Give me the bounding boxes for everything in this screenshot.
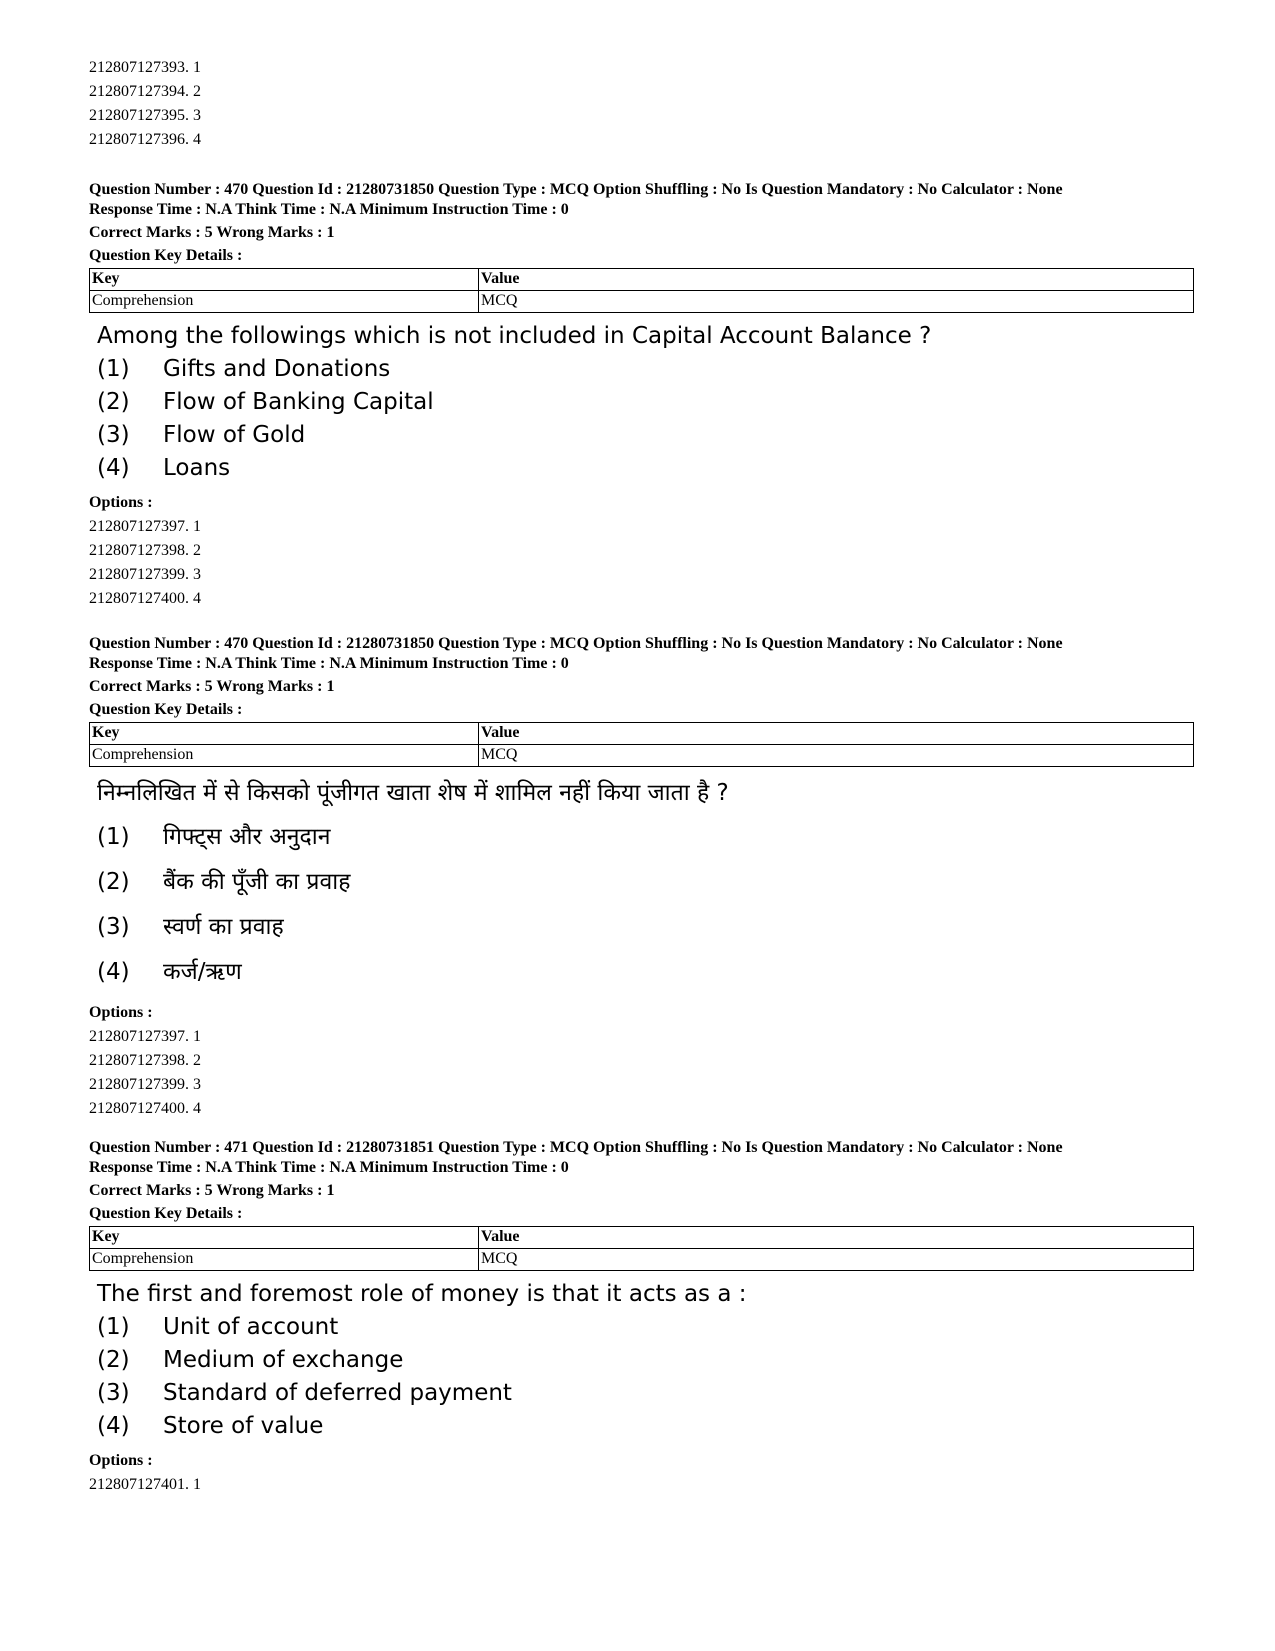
answer-choice (97, 1344, 1194, 1377)
answer-choice (97, 860, 1194, 905)
answer-choice (97, 1410, 1194, 1443)
question-timing: Response Time : N.A Think Time : N.A Minimum Instruction Time : 0 (89, 201, 569, 218)
question-timing: Response Time : N.A Think Time : N.A Minimum Instruction Time : 0 (89, 655, 569, 672)
question-marks: Correct Marks : 5 Wrong Marks : 1 (89, 224, 335, 241)
answer-choice (97, 386, 1194, 419)
table-header-value: Value (479, 723, 1194, 745)
table-header-value: Value (479, 1227, 1194, 1249)
option-id-line: 212807127398. 2 (89, 1052, 201, 1069)
table-cell-value: MCQ (479, 291, 1194, 313)
table-header-value: Value (479, 269, 1194, 291)
option-id-line: 212807127395. 3 (89, 107, 201, 124)
question-key-details-label: Question Key Details : (89, 701, 243, 718)
options-label: Options : (89, 1004, 153, 1021)
table-cell-key: Comprehension (90, 745, 479, 767)
table-header-key: Key (90, 269, 479, 291)
choice-text: स्वर्ण का प्रवाह (163, 914, 284, 940)
question-marks: Correct Marks : 5 Wrong Marks : 1 (89, 1182, 335, 1199)
table-header-key: Key (90, 1227, 479, 1249)
answer-choice (97, 815, 1194, 860)
choice-number: (3) (97, 914, 130, 940)
question-content (97, 1277, 1194, 1443)
choice-text: Gifts and Donations (163, 356, 391, 382)
choice-number: (3) (97, 422, 130, 448)
question-marks: Correct Marks : 5 Wrong Marks : 1 (89, 678, 335, 695)
question-key-details-label: Question Key Details : (89, 1205, 243, 1222)
choice-number: (3) (97, 1380, 130, 1406)
choice-text: Store of value (163, 1413, 324, 1439)
options-label: Options : (89, 494, 153, 511)
option-id-line: 212807127394. 2 (89, 83, 201, 100)
choice-text: कर्ज/ऋण (163, 959, 242, 985)
choice-number: (4) (97, 455, 130, 481)
table-cell-value: MCQ (479, 1249, 1194, 1271)
question-stem: Among the followings which is not included in Capital Account Balance ? (97, 323, 932, 349)
choice-text: गिफ्ट्स और अनुदान (163, 824, 331, 850)
choice-text: Unit of account (163, 1314, 339, 1340)
question-stem: The first and foremost role of money is that it acts as a : (97, 1281, 747, 1307)
option-id-line: 212807127393. 1 (89, 59, 201, 76)
table-cell-key: Comprehension (90, 291, 479, 313)
question-content (97, 319, 1194, 485)
choice-text: Standard of deferred payment (163, 1380, 512, 1406)
table-cell-value: MCQ (479, 745, 1194, 767)
question-key-details-label: Question Key Details : (89, 247, 243, 264)
key-value-table (89, 722, 1194, 767)
choice-text: Flow of Banking Capital (163, 389, 434, 415)
option-id-line: 212807127397. 1 (89, 518, 201, 535)
option-id-line: 212807127396. 4 (89, 131, 201, 148)
answer-choice (97, 419, 1194, 452)
choice-number: (1) (97, 1314, 130, 1340)
table-cell-key: Comprehension (90, 1249, 479, 1271)
answer-choice (97, 452, 1194, 485)
question-timing: Response Time : N.A Think Time : N.A Minimum Instruction Time : 0 (89, 1159, 569, 1176)
answer-choice (97, 1311, 1194, 1344)
option-id-line: 212807127400. 4 (89, 590, 201, 607)
option-id-line: 212807127401. 1 (89, 1476, 201, 1493)
question-block-471-english (89, 1138, 1194, 1497)
option-id-line: 212807127399. 3 (89, 566, 201, 583)
key-value-table (89, 1226, 1194, 1271)
option-id-line: 212807127399. 3 (89, 1076, 201, 1093)
question-block-470-english (89, 180, 1194, 611)
question-meta: Question Number : 470 Question Id : 21280731850 Question Type : MCQ Option Shuffling : No Is Question Mandatory : No Calculator : None (89, 181, 1063, 198)
question-content (97, 771, 1194, 995)
option-id-line: 212807127397. 1 (89, 1028, 201, 1045)
top-options-list (89, 56, 1194, 152)
choice-number: (1) (97, 356, 130, 382)
question-meta: Question Number : 471 Question Id : 21280731851 Question Type : MCQ Option Shuffling : No Is Question Mandatory : No Calculator : None (89, 1139, 1063, 1156)
question-block-470-hindi (89, 634, 1194, 1121)
choice-text: Medium of exchange (163, 1347, 404, 1373)
table-header-key: Key (90, 723, 479, 745)
choice-number: (2) (97, 869, 130, 895)
choice-text: Loans (163, 455, 231, 481)
choice-number: (2) (97, 1347, 130, 1373)
choice-number: (4) (97, 959, 130, 985)
choice-number: (4) (97, 1413, 130, 1439)
choice-number: (2) (97, 389, 130, 415)
key-value-table (89, 268, 1194, 313)
choice-text: Flow of Gold (163, 422, 306, 448)
question-stem: निम्नलिखित में से किसको पूंजीगत खाता शेष में शामिल नहीं किया जाता है ? (97, 780, 729, 806)
answer-choice (97, 353, 1194, 386)
option-id-line: 212807127398. 2 (89, 542, 201, 559)
answer-choice (97, 905, 1194, 950)
options-label: Options : (89, 1452, 153, 1469)
answer-choice (97, 1377, 1194, 1410)
option-id-line: 212807127400. 4 (89, 1100, 201, 1117)
choice-number: (1) (97, 824, 130, 850)
answer-choice (97, 950, 1194, 995)
choice-text: बैंक की पूँजी का प्रवाह (163, 869, 351, 895)
question-meta: Question Number : 470 Question Id : 21280731850 Question Type : MCQ Option Shuffling : No Is Question Mandatory : No Calculator : None (89, 635, 1063, 652)
